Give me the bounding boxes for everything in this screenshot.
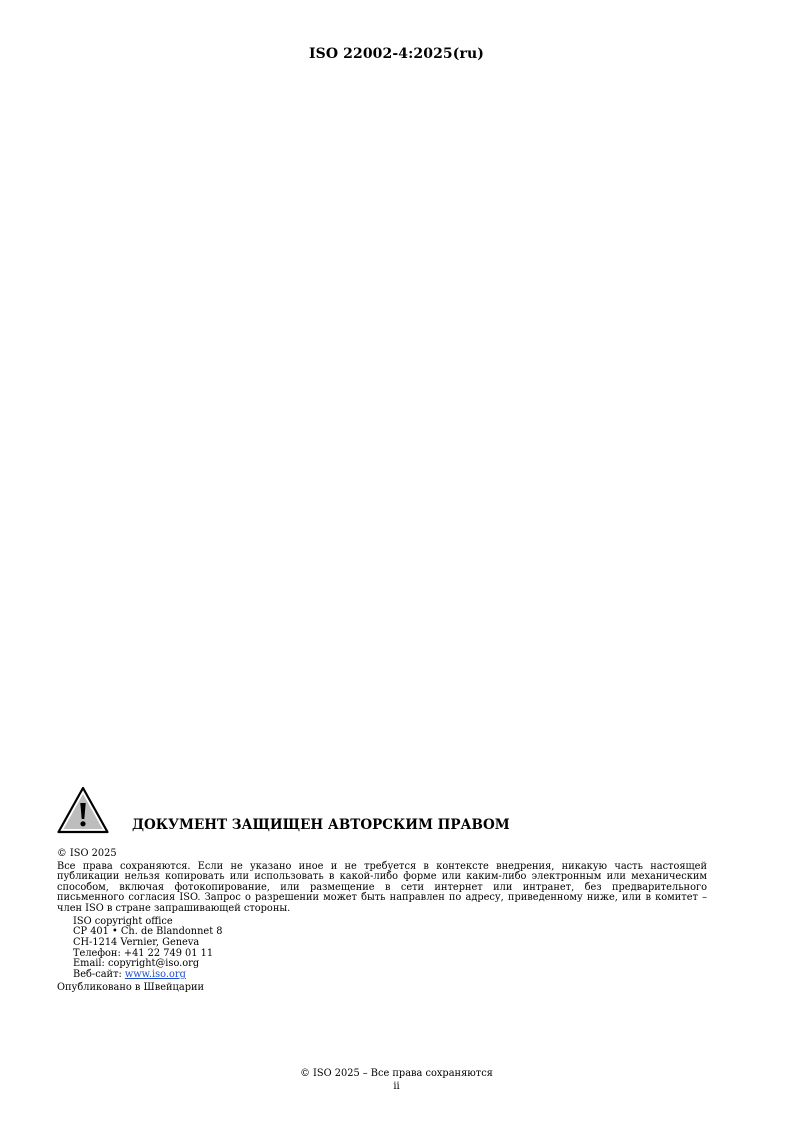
copyright-year: © ISO 2025: [57, 848, 117, 859]
published-in: Опубликовано в Швейцарии: [57, 981, 205, 993]
rights-line: публикации нельзя копировать или использовать в какой-либо форме или каким-либо электронным или механическим: [57, 871, 707, 883]
rights-line: член ISO в стране запрашивающей стороны.: [57, 902, 291, 914]
office-city: CH-1214 Vernier, Geneva: [73, 936, 200, 948]
page-number: ii: [393, 1081, 400, 1092]
rights-line: Все права сохраняются. Если не указано иное и не требуется в контексте внедрения, никакую часть настоящей: [57, 860, 707, 872]
document-id-header: ISO 22002-4:2025(ru): [309, 46, 484, 62]
page-footer: [0, 1067, 793, 1093]
office-phone: Телефон: +41 22 749 01 11: [73, 947, 214, 959]
footer-copyright: © ISO 2025 – Все права сохраняются: [300, 1068, 493, 1079]
office-website: [73, 970, 707, 981]
copyright-notice: [57, 849, 707, 993]
warning-triangle-icon: [57, 786, 109, 834]
office-address: [73, 917, 707, 981]
rights-line: письменного согласия ISO. Запрос о разрешении может быть направлен по адресу, приведенному ниже, или в комитет –: [57, 892, 707, 904]
website-link[interactable]: www.iso.org: [124, 969, 186, 981]
office-email: Email: copyright@iso.org: [73, 958, 200, 970]
office-name: ISO copyright office: [73, 915, 173, 927]
website-label: Веб-сайт:: [73, 969, 125, 981]
rights-statement: [57, 862, 707, 915]
copyright-warning: [57, 786, 737, 838]
copyright-warning-title: ДОКУМЕНТ ЗАЩИЩЕН АВТОРСКИМ ПРАВОМ: [132, 817, 510, 833]
rights-line: способом, включая фотокопирование, или размещение в сети интернет или интранет, без предварительного: [57, 881, 707, 893]
office-street: CP 401 • Ch. de Blandonnet 8: [73, 926, 223, 938]
